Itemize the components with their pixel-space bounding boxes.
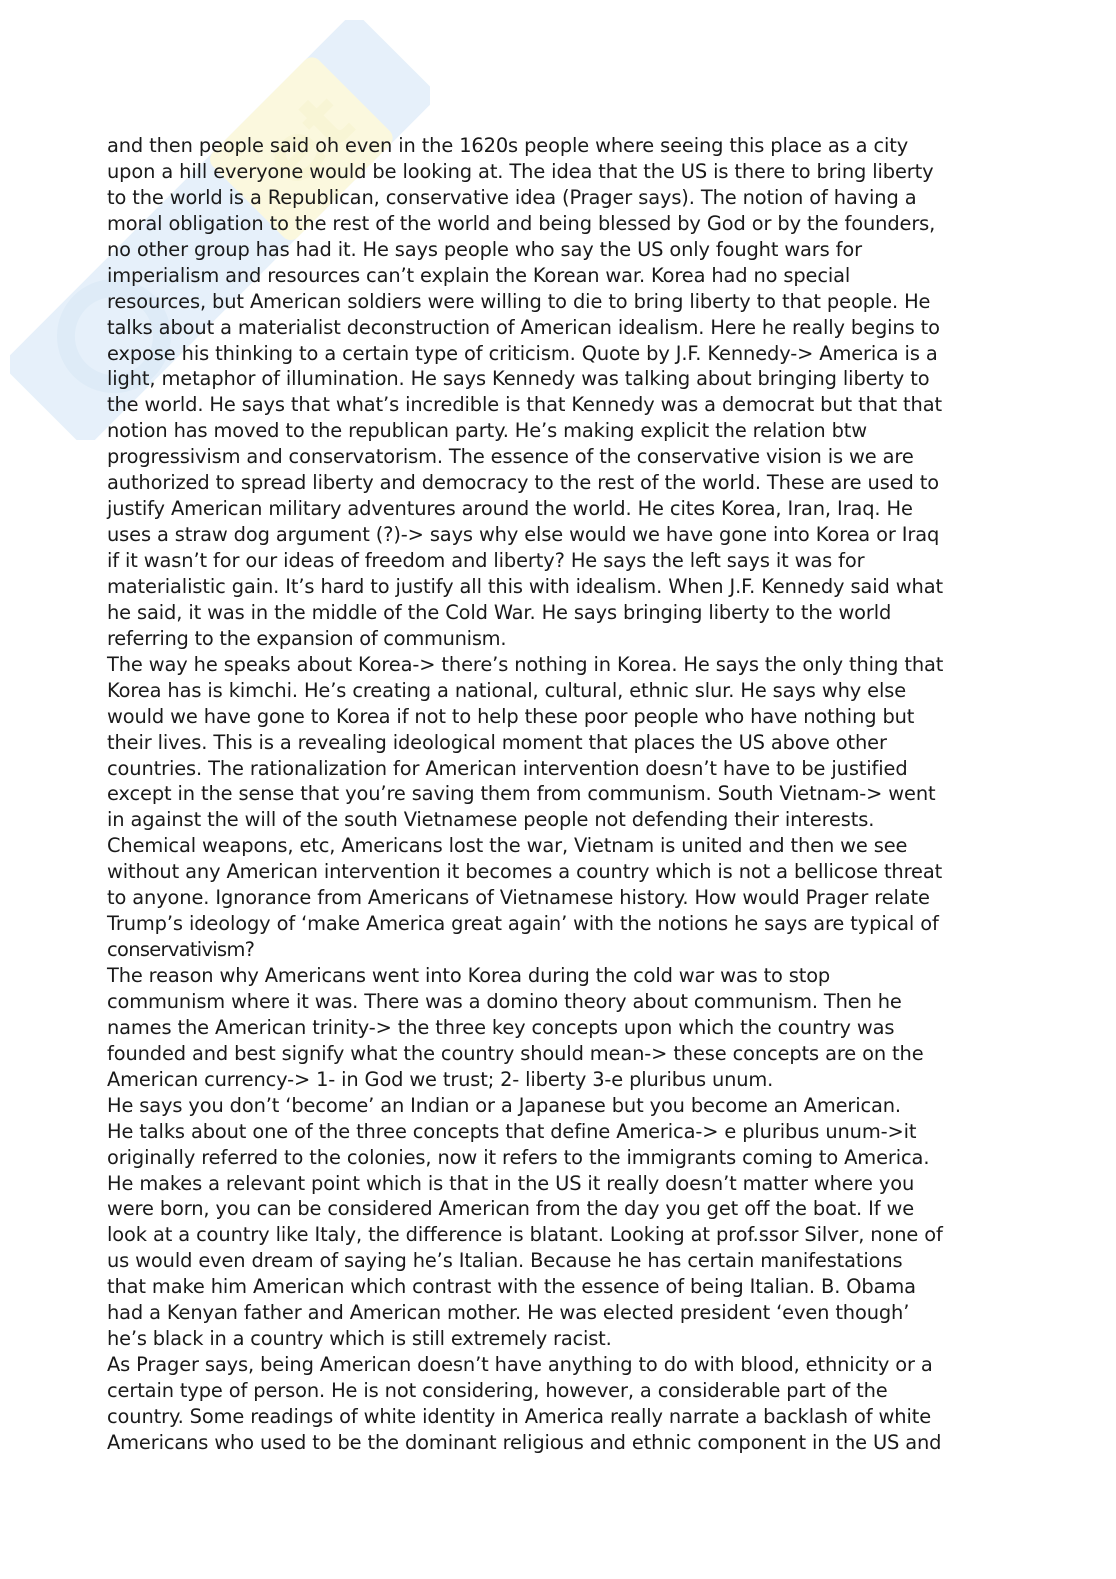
text-line: had a Kenyan father and American mother. He was elected president ‘even though’ <box>107 1301 910 1325</box>
text-line: uses a straw dog argument (?)-> says why else would we have gone into Korea or Iraq <box>107 523 940 547</box>
text-line: would we have gone to Korea if not to help these poor people who have nothing but <box>107 704 915 728</box>
text-line: communism where it was. There was a domino theory about communism. Then he <box>107 989 902 1013</box>
text-line: expose his thinking to a certain type of criticism. Quote by J.F. Kennedy-> America is a <box>107 341 938 365</box>
text-line: Trump’s ideology of ‘make America great again’ with the notions he says are typical of <box>107 912 939 936</box>
text-line: were born, you can be considered American from the day you get off the boat. If we <box>107 1197 915 1221</box>
text-line: upon a hill everyone would be looking at. The idea that the US is there to bring liberty <box>107 159 934 183</box>
text-line: country. Some readings of white identity in America really narrate a backlash of white <box>107 1404 932 1428</box>
text-line: conservativism? <box>107 938 255 962</box>
text-line: Korea has is kimchi. He’s creating a national, cultural, ethnic slur. He says why else <box>107 678 907 702</box>
text-line: to anyone. Ignorance from Americans of Vietnamese history. How would Prager relate <box>107 886 930 910</box>
text-line: resources, but American soldiers were willing to die to bring liberty to that people. He <box>107 289 931 313</box>
text-line: he said, it was in the middle of the Cold War. He says bringing liberty to the world <box>107 600 892 624</box>
text-line: if it wasn’t for our ideas of freedom and liberty? He says the left says it was for <box>107 549 865 572</box>
text-line: except in the sense that you’re saving them from communism. South Vietnam-> went <box>107 782 936 806</box>
text-line: to the world is a Republican, conservative idea (Prager says). The notion of having a <box>107 185 917 209</box>
text-line: no other group has had it. He says people who say the US only fought wars for <box>107 237 862 261</box>
text-line: authorized to spread liberty and democracy to the rest of the world. These are used to <box>107 471 939 495</box>
text-line: Chemical weapons, etc, Americans lost the war, Vietnam is united and then we see <box>107 834 908 858</box>
text-line: look at a country like Italy, the difference is blatant. Looking at prof.ssor Silver, none of <box>107 1223 943 1247</box>
text-line: As Prager says, being American doesn’t have anything to do with blood, ethnicity or a <box>107 1353 933 1377</box>
text-line: He says you don’t ‘become’ an Indian or a Japanese but you become an American. <box>107 1093 901 1117</box>
text-line: progressivism and conservatorism. The essence of the conservative vision is we are <box>107 445 914 469</box>
text-line: countries. The rationalization for American intervention doesn’t have to be justified <box>107 756 908 780</box>
text-line: without any American intervention it becomes a country which is not a bellicose threat <box>107 860 943 884</box>
text-line: he’s black in a country which is still extremely racist. <box>107 1327 612 1351</box>
text-line: Americans who used to be the dominant religious and ethnic component in the US and <box>107 1430 942 1454</box>
text-line: their lives. This is a revealing ideological moment that places the US above other <box>107 730 887 754</box>
text-line: light, metaphor of illumination. He says Kennedy was talking about bringing liberty to <box>107 367 930 391</box>
watermark-text: et <box>244 77 372 205</box>
text-line: The way he speaks about Korea-> there’s nothing in Korea. He says the only thing that <box>107 652 944 676</box>
body-text <box>107 133 1007 1456</box>
text-line: American currency-> 1- in God we trust; 2- liberty 3-e pluribus unum. <box>107 1067 774 1091</box>
text-line: He makes a relevant point which is that in the US it really doesn’t matter where you <box>107 1171 915 1195</box>
text-line: imperialism and resources can’t explain the Korean war. Korea had no special <box>107 263 851 287</box>
text-line: notion has moved to the republican party. He’s making explicit the relation btw <box>107 419 867 443</box>
text-line: the world. He says that what’s incredible is that Kennedy was a democrat but that that <box>107 393 942 417</box>
text-line: originally referred to the colonies, now it refers to the immigrants coming to America. <box>107 1145 930 1169</box>
text-line: and then people said oh even in the 1620s people where seeing this place as a city <box>107 134 909 157</box>
text-line: in against the will of the south Vietnamese people not defending their interests. <box>107 808 875 832</box>
text-line: justify American military adventures around the world. He cites Korea, Iran, Iraq. He <box>107 497 913 521</box>
text-line: He talks about one of the three concepts that define America-> e pluribus unum->it <box>107 1119 917 1143</box>
text-line: talks about a materialist deconstruction of American idealism. Here he really begins to <box>107 315 940 339</box>
text-line: certain type of person. He is not considering, however, a considerable part of the <box>107 1379 888 1402</box>
text-line: that make him American which contrast with the essence of being Italian. B. Obama <box>107 1275 916 1299</box>
text-line: names the American trinity-> the three key concepts upon which the country was <box>107 1015 895 1039</box>
text-line: The reason why Americans went into Korea during the cold war was to stop <box>107 964 831 987</box>
text-line: moral obligation to the rest of the world and being blessed by God or by the founders, <box>107 211 936 235</box>
text-line: founded and best signify what the country should mean-> these concepts are on the <box>107 1041 924 1065</box>
text-line: us would even dream of saying he’s Italian. Because he has certain manifestations <box>107 1249 903 1273</box>
text-line: referring to the expansion of communism. <box>107 626 507 650</box>
text-line: materialistic gain. It’s hard to justify all this with idealism. When J.F. Kennedy said what <box>107 574 943 598</box>
